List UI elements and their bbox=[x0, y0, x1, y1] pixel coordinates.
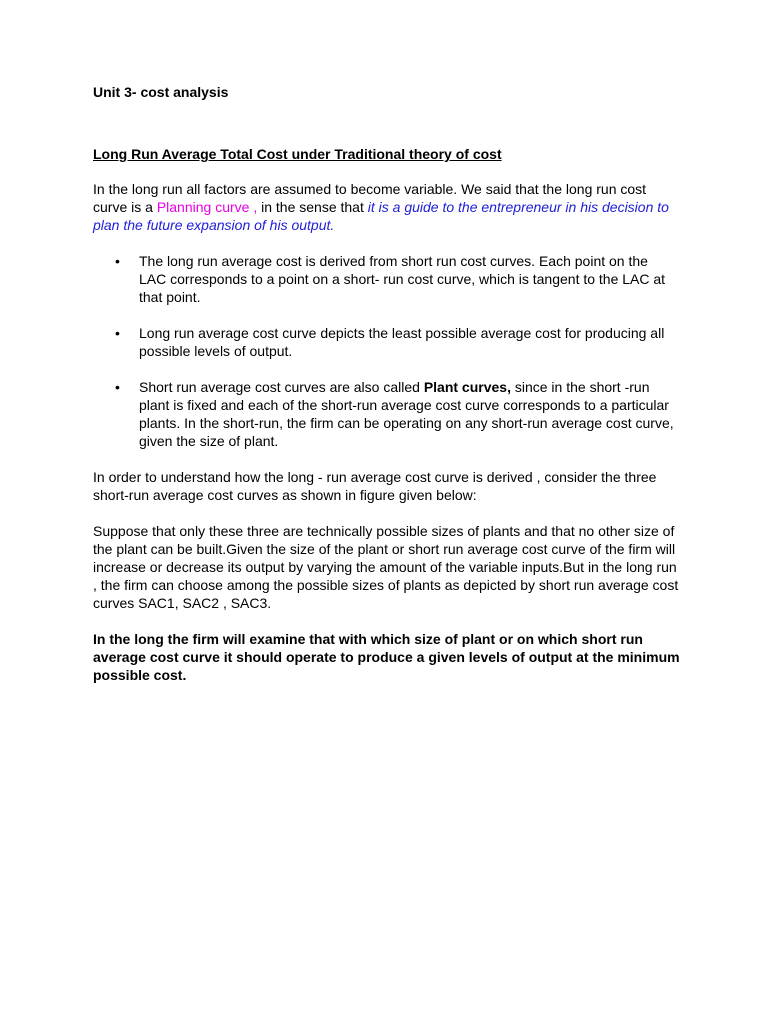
unit-title: Unit 3- cost analysis bbox=[93, 84, 229, 100]
list-item bbox=[93, 252, 683, 306]
bullet-icon: • bbox=[115, 325, 120, 341]
intro-text-1: In the long run all factors are assumed to become variable. We said that the long run cost curve is a bbox=[93, 181, 647, 215]
bullet-text-before: Short run average cost curves are also called bbox=[139, 379, 424, 395]
guide-highlight: it is a guide to the entrepreneur in his decision to plan the future expansion of his output. bbox=[93, 199, 669, 233]
planning-curve-highlight: Planning curve , bbox=[156, 199, 258, 215]
paragraph-suppose: Suppose that only these three are technically possible sizes of plants and that no other size of the plant can be built.Given the size of the plant or short run average cost curve of the firm will increase or decrease its output by varying the amount of the variable inputs.But in the long run , the firm can choose among the possible sizes of plants as depicted by short run average cost curves SAC1, SAC2 , SAC3. bbox=[93, 523, 679, 611]
bullet-list bbox=[93, 252, 683, 450]
document-page bbox=[93, 83, 683, 684]
bullet-icon: • bbox=[115, 379, 120, 395]
intro-text-2: in the sense that bbox=[257, 199, 368, 215]
bullet-icon: • bbox=[115, 253, 120, 269]
list-item bbox=[93, 324, 683, 360]
bullet-text-after: since in the short -run plant is fixed and each of the short-run average cost curve corresponds to a particular plants. In the short-run, the firm can be operating on any short-run average cost curve, given the size of plant. bbox=[139, 379, 674, 449]
list-item bbox=[93, 378, 683, 450]
intro-paragraph bbox=[93, 180, 683, 234]
paragraph-understand: In order to understand how the long - run average cost curve is derived , consider the three short-run average cost curves as shown in figure given below: bbox=[93, 469, 657, 503]
bullet-text: Long run average cost curve depicts the least possible average cost for producing all possible levels of output. bbox=[139, 325, 665, 359]
section-heading: Long Run Average Total Cost under Traditional theory of cost bbox=[93, 146, 502, 162]
paragraph-bold-conclusion: In the long the firm will examine that with which size of plant or on which short run average cost curve it should operate to produce a given levels of output at the minimum possible cost. bbox=[93, 631, 680, 683]
plant-curves-bold: Plant curves, bbox=[423, 379, 511, 395]
bullet-text: The long run average cost is derived from short run cost curves. Each point on the LAC corresponds to a point on a short- run cost curve, which is tangent to the LAC at that point. bbox=[139, 253, 666, 305]
